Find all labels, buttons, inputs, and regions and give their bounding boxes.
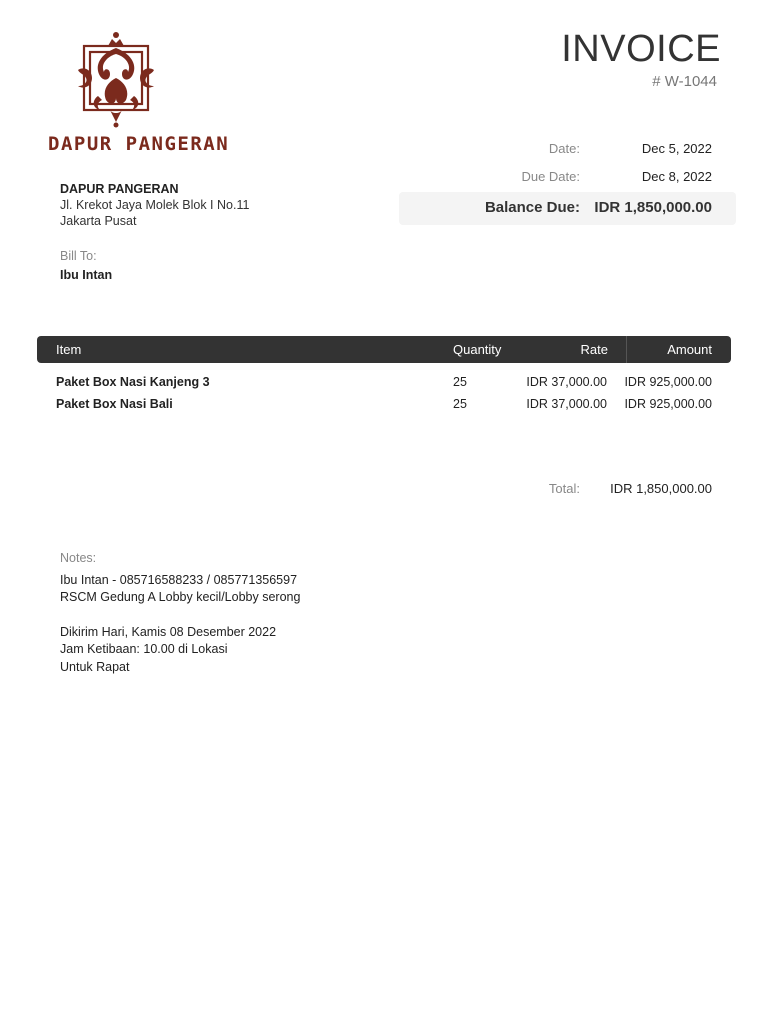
- sender-address-line1: Jl. Krekot Jaya Molek Blok I No.11: [60, 198, 250, 212]
- table-row-rate: IDR 37,000.00: [526, 375, 607, 389]
- date-label: Date:: [548, 141, 580, 156]
- column-header-amount: Amount: [667, 342, 712, 357]
- note-line: [60, 607, 300, 624]
- date-value: Dec 5, 2022: [641, 141, 712, 156]
- table-row-item: Paket Box Nasi Kanjeng 3: [56, 375, 210, 389]
- bill-to-label: Bill To:: [60, 249, 97, 263]
- column-header-quantity: Quantity: [453, 342, 502, 357]
- invoice-number: # W-1044: [652, 73, 717, 90]
- note-line: RSCM Gedung A Lobby kecil/Lobby serong: [60, 590, 301, 605]
- table-row-quantity: 25: [453, 397, 467, 411]
- invoice-title: INVOICE: [561, 28, 721, 70]
- balance-due-label: Balance Due:: [484, 199, 580, 216]
- table-row-rate: IDR 37,000.00: [526, 397, 607, 411]
- due-date-value: Dec 8, 2022: [641, 169, 712, 184]
- note-line: Dikirim Hari, Kamis 08 Desember 2022: [60, 624, 277, 639]
- column-header-item: Item: [56, 342, 82, 357]
- note-line: Jam Ketibaan: 10.00 di Lokasi: [60, 642, 228, 657]
- balance-due-value: IDR 1,850,000.00: [594, 199, 712, 216]
- sender-name: DAPUR PANGERAN: [60, 182, 179, 196]
- table-row-amount: IDR 925,000.00: [624, 397, 712, 411]
- column-header-rate: Rate: [580, 342, 608, 357]
- ornamental-crest-icon: [70, 30, 162, 128]
- notes-label: Notes:: [60, 551, 97, 565]
- table-row-quantity: 25: [453, 375, 467, 389]
- total-label: Total:: [548, 481, 580, 496]
- total-value: IDR 1,850,000.00: [610, 481, 712, 496]
- note-line: Ibu Intan - 085716588233 / 085771356597: [60, 573, 298, 587]
- sender-address-line2: Jakarta Pusat: [60, 214, 137, 228]
- due-date-label: Due Date:: [521, 169, 580, 184]
- note-line: Untuk Rapat: [60, 659, 130, 674]
- bill-to-name: Ibu Intan: [60, 268, 113, 282]
- table-row-amount: IDR 925,000.00: [624, 375, 712, 389]
- brand-name: DAPUR PANGERAN: [48, 133, 230, 155]
- table-row-item: Paket Box Nasi Bali: [56, 397, 173, 411]
- notes-body: [60, 572, 300, 676]
